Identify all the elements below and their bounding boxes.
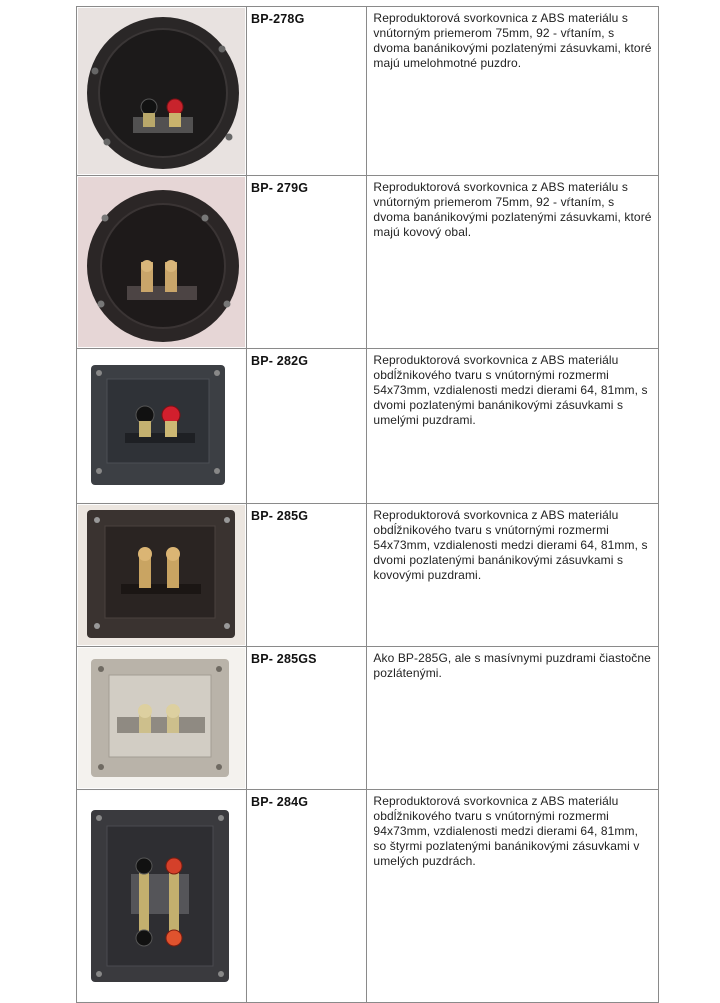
round-terminal-photo	[77, 7, 246, 175]
rectangular-terminal-photo	[77, 349, 246, 503]
table-row	[77, 349, 659, 504]
product-code-cell	[247, 7, 367, 176]
rectangular-terminal-photo	[77, 790, 246, 1002]
product-description: Reproduktorová svorkovnica z ABS materiálu obdĺžnikového tvaru s vnútornými rozmermi 54x73mm, vzdialenosti medzi dierami 64, 81mm, s dvomi pozlatenými banánikovými zásuvkami s umelými puzdrami.	[373, 353, 648, 427]
product-description-cell	[367, 176, 659, 349]
product-description-cell	[367, 7, 659, 176]
product-code: BP-278G	[251, 12, 305, 26]
product-code: BP- 282G	[251, 354, 309, 368]
product-description: Reproduktorová svorkovnica z ABS materiálu s vnútorným priemerom 75mm, 92 - vŕtaním, s dvoma banánikovými pozlatenými zásuvkami, ktoré majú umelohmotné puzdro.	[373, 11, 652, 70]
product-code: BP- 284G	[251, 795, 309, 809]
product-code: BP- 285GS	[251, 652, 317, 666]
product-code-cell	[247, 790, 367, 1003]
product-image-cell	[77, 647, 247, 790]
product-description: Reproduktorová svorkovnica z ABS materiálu s vnútorným priemerom 75mm, 92 - vŕtaním, s dvoma banánikovými pozlatenými zásuvkami, ktoré majú kovový obal.	[373, 180, 652, 239]
product-code-cell	[247, 176, 367, 349]
product-code: BP- 279G	[251, 181, 309, 195]
product-description: Reproduktorová svorkovnica z ABS materiálu obdĺžnikového tvaru s vnútornými rozmermi 54x73mm, vzdialenosti medzi dierami 64, 81mm, s dvomi pozlatenými banánikovými zásuvkami s kovovými puzdrami.	[373, 508, 648, 582]
product-code-cell	[247, 647, 367, 790]
product-code: BP- 285G	[251, 509, 309, 523]
product-image-cell	[77, 504, 247, 647]
product-image-cell	[77, 7, 247, 176]
product-image-cell	[77, 176, 247, 349]
product-description-cell	[367, 647, 659, 790]
product-description: Reproduktorová svorkovnica z ABS materiálu obdĺžnikového tvaru s vnútornými rozmermi 94x73mm, vzdialenosti medzi dierami 64, 81mm, so štyrmi pozlatenými banánikovými zásuvkami v umelých puzdrách.	[373, 794, 640, 868]
product-image-cell	[77, 349, 247, 504]
product-description-cell	[367, 790, 659, 1003]
table-row	[77, 176, 659, 349]
round-terminal-photo	[77, 176, 246, 348]
table-row	[77, 790, 659, 1003]
product-image-cell	[77, 790, 247, 1003]
product-description: Ako BP-285G, ale s masívnymi puzdrami čiastočne pozlátenými.	[373, 651, 651, 680]
rectangular-terminal-photo	[77, 647, 246, 789]
table-row	[77, 7, 659, 176]
product-code-cell	[247, 349, 367, 504]
table-row	[77, 504, 659, 647]
rectangular-terminal-photo	[77, 504, 246, 646]
product-code-cell	[247, 504, 367, 647]
table-row	[77, 647, 659, 790]
product-description-cell	[367, 504, 659, 647]
product-description-cell	[367, 349, 659, 504]
product-table	[76, 6, 659, 1003]
